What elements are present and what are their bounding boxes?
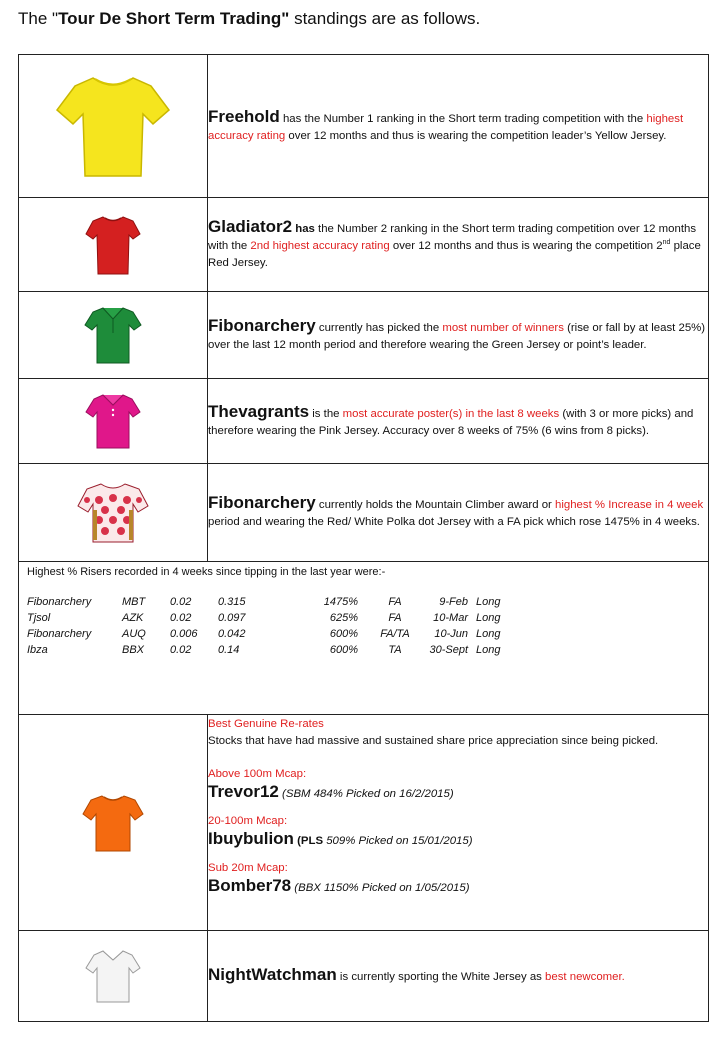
- riser-cell: 1475%: [323, 596, 358, 608]
- polka-jersey-cell: [19, 464, 208, 562]
- row-orange-jersey: [19, 715, 709, 931]
- riser-cell: FA: [388, 612, 402, 624]
- row-pink-jersey: [19, 379, 709, 464]
- riser-cell: 0.02: [170, 612, 192, 624]
- points-leader-name: Fibonarchery: [208, 315, 316, 335]
- standings-table: [18, 54, 709, 1022]
- intro-line: The "Tour De Short Term Trading" standings are as follows.: [18, 9, 481, 28]
- green-jersey-text: Fibonarchery currently has picked the most number of winners (rise or fall by at least 25%) over the last 12 month period and therefore wearing the Green Jersey or point’s leader.: [208, 292, 709, 379]
- riser-cell: 30-Sept: [429, 644, 468, 656]
- riser-cell: MBT: [122, 596, 146, 608]
- category-small: Sub 20m Mcap:: [208, 862, 288, 874]
- riser-row: [27, 610, 516, 626]
- riser-cell: 0.02: [170, 644, 192, 656]
- risers-cell: [19, 562, 709, 715]
- rerate-mid: Ibuybulion (PLS 509% Picked on 15/01/2015): [208, 829, 473, 848]
- rerates-desc: Stocks that have had massive and sustained share price appreciation since being picked.: [208, 735, 659, 747]
- category-large: Above 100m Mcap:: [208, 768, 307, 780]
- white-jersey-cell: [19, 931, 208, 1022]
- row-white-jersey: [19, 931, 709, 1022]
- riser-cell: FA: [388, 596, 402, 608]
- yellow-jersey-icon: [55, 72, 171, 180]
- riser-cell: 10-Mar: [433, 612, 468, 624]
- riser-cell: Long: [476, 644, 501, 656]
- red-jersey-cell: [19, 198, 208, 292]
- row-green-jersey: [19, 292, 709, 379]
- mountain-climber-name: Fibonarchery: [208, 493, 316, 512]
- white-jersey-text: NightWatchman is currently sporting the White Jersey as best newcomer.: [208, 931, 709, 1022]
- green-jersey-cell: [19, 292, 208, 379]
- riser-cell: FA/TA: [380, 628, 410, 640]
- riser-cell: Tjsol: [27, 612, 51, 624]
- row-risers: [19, 562, 709, 715]
- riser-cell: 10-Jun: [434, 628, 468, 640]
- riser-cell: AUQ: [122, 628, 146, 640]
- riser-cell: 0.14: [218, 644, 240, 656]
- polka-jersey-text: Fibonarchery currently holds the Mountain Climber award or highest % Increase in 4 week period and wearing the Red/ White Polka dot Jersey with a FA pick which rose 1475% in 4 weeks.: [208, 464, 709, 562]
- riser-cell: Fibonarchery: [27, 596, 92, 608]
- riser-cell: 9-Feb: [439, 596, 468, 608]
- intro-title: Tour De Short Term Trading": [58, 9, 290, 28]
- red-jersey-icon: [85, 214, 141, 276]
- pink-leader-name: Thevagrants: [208, 401, 310, 421]
- row-red-jersey: [19, 198, 709, 292]
- row-polka-jersey: [19, 464, 709, 562]
- riser-cell: Ibza: [27, 644, 48, 656]
- pink-jersey-icon: [85, 392, 141, 450]
- riser-row: [27, 626, 516, 642]
- rerates-title: Best Genuine Re-rates: [208, 718, 324, 730]
- newcomer-name: NightWatchman: [208, 965, 337, 984]
- polka-dot-jersey-icon: [77, 480, 149, 546]
- rerate-large: Trevor12 (SBM 484% Picked on 16/2/2015): [208, 782, 454, 801]
- yellow-jersey-text: Freehold has the Number 1 ranking in the Short term trading competition with the highest accuracy rating over 12 months and thus is wearing the competition leader’s Yellow Jersey.: [208, 55, 709, 198]
- riser-row: [27, 594, 516, 610]
- riser-cell: 0.315: [218, 596, 246, 608]
- red-jersey-text: Gladiator2 has the Number 2 ranking in the Short term trading competition over 12 months with the 2nd highest accuracy rating over 12 months and thus is wearing the competition 2nd place Red Jersey.: [208, 198, 709, 292]
- riser-cell: 600%: [329, 644, 358, 656]
- risers-heading: Highest % Risers recorded in 4 weeks since tipping in the last year were:-: [27, 566, 386, 578]
- row-yellow-jersey: [19, 55, 709, 198]
- pink-jersey-text: Thevagrants is the most accurate poster(s) in the last 8 weeks (with 3 or more picks) and therefore wearing the Pink Jersey. Accuracy over 8 weeks of 75% (6 wins from 8 picks).: [208, 379, 709, 464]
- risers-table: [27, 594, 516, 658]
- riser-cell: Long: [476, 628, 501, 640]
- category-mid: 20-100m Mcap:: [208, 815, 288, 827]
- rerate-small: Bomber78 (BBX 1150% Picked on 1/05/2015): [208, 876, 470, 895]
- yellow-jersey-cell: [19, 55, 208, 198]
- riser-cell: BBX: [122, 644, 145, 656]
- riser-cell: TA: [388, 644, 402, 656]
- riser-cell: Long: [476, 612, 501, 624]
- orange-jersey-icon: [82, 793, 144, 853]
- riser-row: [27, 642, 516, 658]
- pink-jersey-cell: [19, 379, 208, 464]
- riser-cell: 0.006: [170, 628, 198, 640]
- second-name: Gladiator2: [208, 216, 293, 236]
- riser-cell: 600%: [329, 628, 358, 640]
- riser-cell: Long: [476, 596, 501, 608]
- leader-name: Freehold: [208, 106, 280, 126]
- green-jersey-icon: [84, 305, 142, 365]
- riser-cell: 0.042: [218, 628, 246, 640]
- orange-jersey-cell: [19, 715, 208, 931]
- riser-cell: Fibonarchery: [27, 628, 92, 640]
- riser-cell: 625%: [329, 612, 358, 624]
- riser-cell: 0.02: [170, 596, 192, 608]
- white-jersey-icon: [85, 948, 141, 1004]
- orange-jersey-text: [208, 715, 709, 931]
- riser-cell: AZK: [122, 612, 144, 624]
- riser-cell: 0.097: [218, 612, 246, 624]
